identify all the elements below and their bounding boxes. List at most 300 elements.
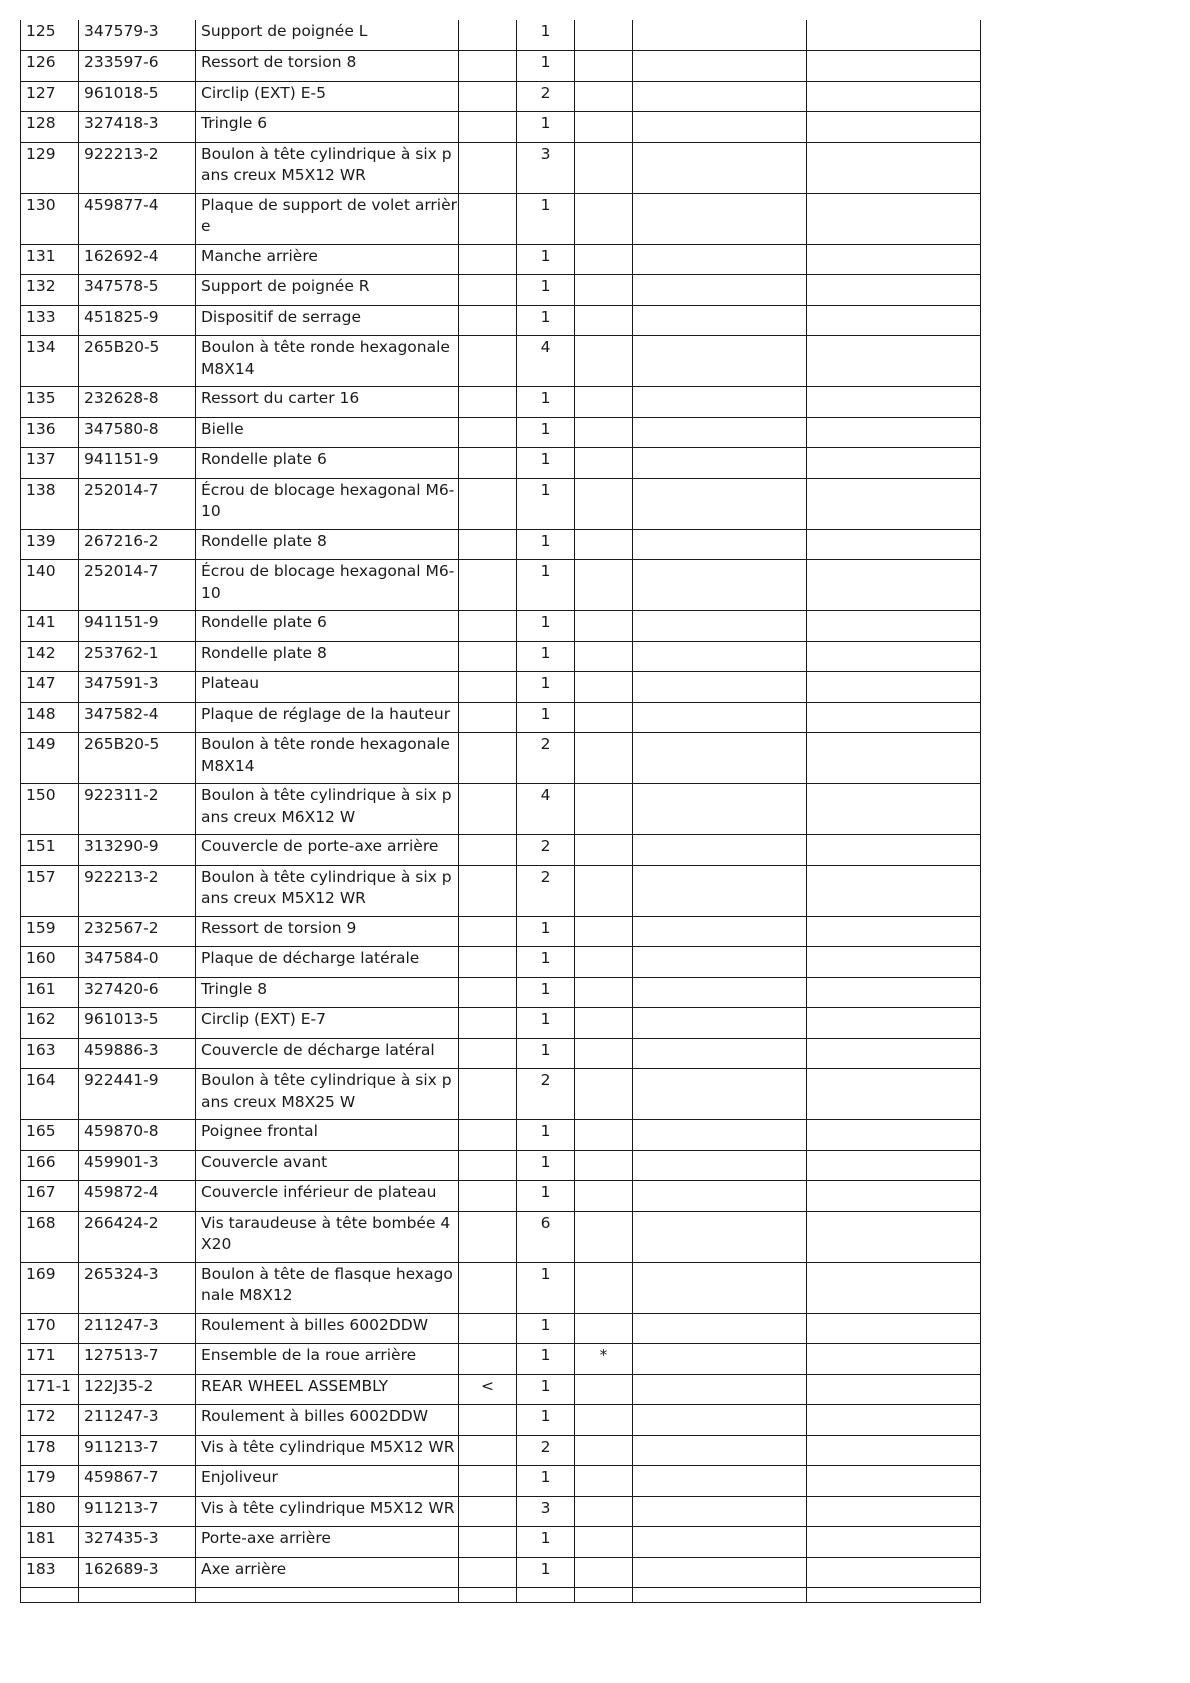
mark-cell [575,1313,633,1344]
empty-cell [807,702,981,733]
description-cell: Ressort de torsion 9 [196,916,459,947]
table-row [21,1181,981,1212]
description-cell: Tringle 6 [196,112,459,143]
description-cell: Boulon à tête cylindrique à six pans creux M6X12 W [196,784,459,835]
mark-cell [575,305,633,336]
empty-cell [807,977,981,1008]
mark-cell: * [575,1344,633,1375]
table-row [21,305,981,336]
description-cell: Vis à tête cylindrique M5X12 WR [196,1496,459,1527]
part-number-cell: 347578-5 [79,275,196,306]
part-number-cell: 265B20-5 [79,733,196,784]
quantity-cell: 2 [517,835,575,866]
empty-cell [807,387,981,418]
notes-cell [459,977,517,1008]
table-row [21,1038,981,1069]
mark-cell [575,244,633,275]
empty-cell [807,1150,981,1181]
item-number-cell: 170 [21,1313,79,1344]
empty-cell [633,448,807,479]
quantity-cell: 1 [517,916,575,947]
table-row [21,275,981,306]
table-row [21,784,981,835]
description-cell: Boulon à tête de flasque hexagonale M8X12 [196,1262,459,1313]
empty-cell [807,20,981,51]
empty-cell [633,1496,807,1527]
item-number-cell: 180 [21,1496,79,1527]
item-number-cell: 131 [21,244,79,275]
part-number-cell: 459870-8 [79,1120,196,1151]
empty-cell [633,611,807,642]
empty-cell [633,51,807,82]
description-cell: Axe arrière [196,1557,459,1588]
quantity-cell: 1 [517,611,575,642]
mark-cell [575,1374,633,1405]
table-row [21,835,981,866]
mark-cell [575,560,633,611]
item-number-cell: 141 [21,611,79,642]
description-cell: Rondelle plate 6 [196,611,459,642]
empty-cell [807,947,981,978]
empty-cell [633,1435,807,1466]
notes-cell [459,784,517,835]
quantity-cell: 4 [517,336,575,387]
item-number-cell: 160 [21,947,79,978]
mark-cell [575,1211,633,1262]
part-number-cell: 327418-3 [79,112,196,143]
notes-cell [459,244,517,275]
item-number-cell: 157 [21,865,79,916]
part-number-cell: 941151-9 [79,611,196,642]
table-row [21,193,981,244]
table-row [21,611,981,642]
mark-cell [575,81,633,112]
part-number-cell: 451825-9 [79,305,196,336]
description-cell: Plaque de réglage de la hauteur [196,702,459,733]
quantity-cell: 1 [517,1557,575,1588]
quantity-cell: 6 [517,1211,575,1262]
description-cell: Manche arrière [196,244,459,275]
notes-cell [459,1069,517,1120]
empty-cell [633,947,807,978]
empty-cell [633,275,807,306]
description-cell: Support de poignée L [196,20,459,51]
item-number-cell: 129 [21,142,79,193]
mark-cell [575,947,633,978]
item-number-cell: 126 [21,51,79,82]
mark-cell [575,387,633,418]
empty-cell [633,1211,807,1262]
notes-cell [459,1038,517,1069]
item-number-cell: 150 [21,784,79,835]
quantity-cell: 1 [517,672,575,703]
item-number-cell: 162 [21,1008,79,1039]
part-number-cell: 252014-7 [79,478,196,529]
item-number-cell: 167 [21,1181,79,1212]
description-cell: Vis à tête cylindrique M5X12 WR [196,1435,459,1466]
description-cell: Tringle 8 [196,977,459,1008]
notes-cell [459,1344,517,1375]
mark-cell [575,1496,633,1527]
empty-cell [21,1588,79,1603]
quantity-cell: 1 [517,1527,575,1558]
empty-cell [633,916,807,947]
notes-cell [459,1557,517,1588]
item-number-cell: 171-1 [21,1374,79,1405]
empty-cell [633,672,807,703]
empty-cell [807,835,981,866]
empty-cell [807,478,981,529]
quantity-cell: 1 [517,947,575,978]
empty-cell [807,1038,981,1069]
notes-cell [459,51,517,82]
item-number-cell: 142 [21,641,79,672]
empty-cell [633,81,807,112]
table-row [21,142,981,193]
part-number-cell: 911213-7 [79,1435,196,1466]
empty-cell [807,81,981,112]
quantity-cell: 1 [517,417,575,448]
item-number-cell: 134 [21,336,79,387]
description-cell: Enjoliveur [196,1466,459,1497]
item-number-cell: 171 [21,1344,79,1375]
item-number-cell: 159 [21,916,79,947]
part-number-cell: 347579-3 [79,20,196,51]
part-number-cell: 232567-2 [79,916,196,947]
mark-cell [575,1038,633,1069]
description-cell: Écrou de blocage hexagonal M6-10 [196,560,459,611]
quantity-cell: 2 [517,865,575,916]
quantity-cell: 1 [517,1262,575,1313]
table-row [21,1120,981,1151]
part-number-cell: 922213-2 [79,865,196,916]
mark-cell [575,1120,633,1151]
table-row [21,1069,981,1120]
item-number-cell: 132 [21,275,79,306]
notes-cell [459,1435,517,1466]
part-number-cell: 233597-6 [79,51,196,82]
description-cell: Vis taraudeuse à tête bombée 4X20 [196,1211,459,1262]
mark-cell [575,1150,633,1181]
table-row [21,1527,981,1558]
quantity-cell: 3 [517,142,575,193]
empty-cell [633,20,807,51]
part-number-cell: 459901-3 [79,1150,196,1181]
item-number-cell: 183 [21,1557,79,1588]
table-row [21,865,981,916]
empty-cell [633,417,807,448]
part-number-cell: 266424-2 [79,1211,196,1262]
empty-cell [633,305,807,336]
notes-cell [459,1405,517,1436]
empty-cell [633,142,807,193]
table-row [21,1496,981,1527]
item-number-cell: 128 [21,112,79,143]
empty-cell [633,835,807,866]
notes-cell [459,1150,517,1181]
quantity-cell: 1 [517,977,575,1008]
table-row [21,702,981,733]
empty-cell [633,1150,807,1181]
mark-cell [575,1527,633,1558]
part-number-cell: 253762-1 [79,641,196,672]
empty-cell [807,1008,981,1039]
empty-cell [633,1374,807,1405]
item-number-cell: 165 [21,1120,79,1151]
notes-cell [459,81,517,112]
parts-list-page [20,20,981,1603]
empty-cell [807,1211,981,1262]
part-number-cell: 232628-8 [79,387,196,418]
empty-cell [633,560,807,611]
empty-cell [633,1038,807,1069]
empty-cell [517,1588,575,1603]
mark-cell [575,529,633,560]
item-number-cell: 181 [21,1527,79,1558]
item-number-cell: 139 [21,529,79,560]
notes-cell [459,1120,517,1151]
part-number-cell: 122J35-2 [79,1374,196,1405]
description-cell: Ensemble de la roue arrière [196,1344,459,1375]
table-row [21,529,981,560]
table-row [21,641,981,672]
quantity-cell: 2 [517,1069,575,1120]
empty-cell [807,1527,981,1558]
quantity-cell: 1 [517,448,575,479]
empty-cell [633,733,807,784]
mark-cell [575,916,633,947]
quantity-cell: 2 [517,1435,575,1466]
quantity-cell: 1 [517,387,575,418]
item-number-cell: 164 [21,1069,79,1120]
notes-cell [459,1008,517,1039]
description-cell: Rondelle plate 8 [196,529,459,560]
table-row [21,417,981,448]
empty-cell [807,1405,981,1436]
empty-cell [633,977,807,1008]
mark-cell [575,865,633,916]
part-number-cell: 265B20-5 [79,336,196,387]
empty-cell [807,784,981,835]
table-row [21,947,981,978]
description-cell: Couvercle inférieur de plateau [196,1181,459,1212]
description-cell: Ressort de torsion 8 [196,51,459,82]
item-number-cell: 169 [21,1262,79,1313]
mark-cell [575,784,633,835]
empty-cell [633,336,807,387]
quantity-cell: 1 [517,1313,575,1344]
mark-cell [575,1466,633,1497]
part-number-cell: 941151-9 [79,448,196,479]
mark-cell [575,1262,633,1313]
empty-cell [459,1588,517,1603]
mark-cell [575,702,633,733]
empty-cell [807,112,981,143]
empty-cell [807,1496,981,1527]
description-cell: Rondelle plate 8 [196,641,459,672]
description-cell: Rondelle plate 6 [196,448,459,479]
part-number-cell: 127513-7 [79,1344,196,1375]
empty-cell [633,1405,807,1436]
description-cell: Couvercle de décharge latéral [196,1038,459,1069]
mark-cell [575,112,633,143]
item-number-cell: 148 [21,702,79,733]
empty-cell [807,275,981,306]
empty-cell [633,1120,807,1151]
empty-cell [807,1557,981,1588]
mark-cell [575,733,633,784]
empty-cell [633,641,807,672]
quantity-cell: 1 [517,529,575,560]
notes-cell [459,1181,517,1212]
notes-cell [459,417,517,448]
quantity-cell: 1 [517,1344,575,1375]
notes-cell [459,275,517,306]
empty-cell [807,733,981,784]
mark-cell [575,142,633,193]
description-cell: Roulement à billes 6002DDW [196,1313,459,1344]
item-number-cell: 125 [21,20,79,51]
mark-cell [575,275,633,306]
empty-cell [807,1120,981,1151]
item-number-cell: 178 [21,1435,79,1466]
empty-cell [807,1181,981,1212]
description-cell: Plaque de support de volet arrière [196,193,459,244]
empty-cell [633,1466,807,1497]
quantity-cell: 3 [517,1496,575,1527]
empty-cell [807,1435,981,1466]
item-number-cell: 149 [21,733,79,784]
description-cell: Circlip (EXT) E-5 [196,81,459,112]
quantity-cell: 1 [517,1120,575,1151]
item-number-cell: 172 [21,1405,79,1436]
table-row [21,1211,981,1262]
empty-cell [633,1069,807,1120]
empty-cell [633,1313,807,1344]
quantity-cell: 1 [517,1038,575,1069]
description-cell: Dispositif de serrage [196,305,459,336]
part-number-cell: 922311-2 [79,784,196,835]
description-cell: REAR WHEEL ASSEMBLY [196,1374,459,1405]
part-number-cell: 327420-6 [79,977,196,1008]
empty-cell [807,51,981,82]
empty-cell [633,1344,807,1375]
part-number-cell: 961013-5 [79,1008,196,1039]
part-number-cell: 162692-4 [79,244,196,275]
table-row [21,1557,981,1588]
quantity-cell: 1 [517,1374,575,1405]
item-number-cell: 138 [21,478,79,529]
table-row [21,672,981,703]
part-number-cell: 459886-3 [79,1038,196,1069]
empty-cell [807,305,981,336]
quantity-cell: 1 [517,112,575,143]
notes-cell [459,865,517,916]
empty-cell [633,244,807,275]
quantity-cell: 1 [517,244,575,275]
notes-cell [459,336,517,387]
quantity-cell: 1 [517,51,575,82]
empty-cell [633,1588,807,1603]
quantity-cell: 1 [517,305,575,336]
notes-cell [459,448,517,479]
notes-cell [459,20,517,51]
description-cell: Plateau [196,672,459,703]
part-number-cell: 211247-3 [79,1313,196,1344]
notes-cell [459,1313,517,1344]
description-cell: Boulon à tête ronde hexagonale M8X14 [196,336,459,387]
table-row [21,1405,981,1436]
empty-cell [633,702,807,733]
empty-cell [196,1588,459,1603]
table-row [21,448,981,479]
part-number-cell: 211247-3 [79,1405,196,1436]
empty-cell [633,1008,807,1039]
table-row [21,560,981,611]
quantity-cell: 2 [517,733,575,784]
description-cell: Porte-axe arrière [196,1527,459,1558]
empty-cell [807,1262,981,1313]
empty-cell [807,1344,981,1375]
empty-cell [807,1313,981,1344]
part-number-cell: 922213-2 [79,142,196,193]
empty-cell [807,244,981,275]
item-number-cell: 151 [21,835,79,866]
quantity-cell: 1 [517,560,575,611]
quantity-cell: 1 [517,641,575,672]
notes-cell [459,641,517,672]
part-number-cell: 961018-5 [79,81,196,112]
notes-cell [459,1527,517,1558]
empty-cell [807,336,981,387]
table-row [21,1150,981,1181]
notes-cell [459,916,517,947]
table-row [21,1466,981,1497]
notes-cell [459,1262,517,1313]
mark-cell [575,193,633,244]
parts-table [20,20,981,1603]
notes-cell [459,1496,517,1527]
notes-cell [459,560,517,611]
notes-cell [459,478,517,529]
quantity-cell: 1 [517,1405,575,1436]
notes-cell [459,702,517,733]
quantity-cell: 2 [517,81,575,112]
part-number-cell: 347580-8 [79,417,196,448]
table-row [21,733,981,784]
empty-cell [633,387,807,418]
empty-cell [807,1466,981,1497]
table-row [21,81,981,112]
mark-cell [575,478,633,529]
description-cell: Boulon à tête cylindrique à six pans creux M5X12 WR [196,865,459,916]
mark-cell [575,1557,633,1588]
quantity-cell: 1 [517,20,575,51]
empty-cell [633,1557,807,1588]
empty-cell [633,1262,807,1313]
notes-cell [459,387,517,418]
empty-cell [807,560,981,611]
table-row [21,1344,981,1375]
part-number-cell: 459877-4 [79,193,196,244]
item-number-cell: 133 [21,305,79,336]
mark-cell [575,1435,633,1466]
quantity-cell: 1 [517,275,575,306]
table-row [21,112,981,143]
empty-cell [79,1588,196,1603]
empty-cell [633,1527,807,1558]
empty-cell [807,1588,981,1603]
